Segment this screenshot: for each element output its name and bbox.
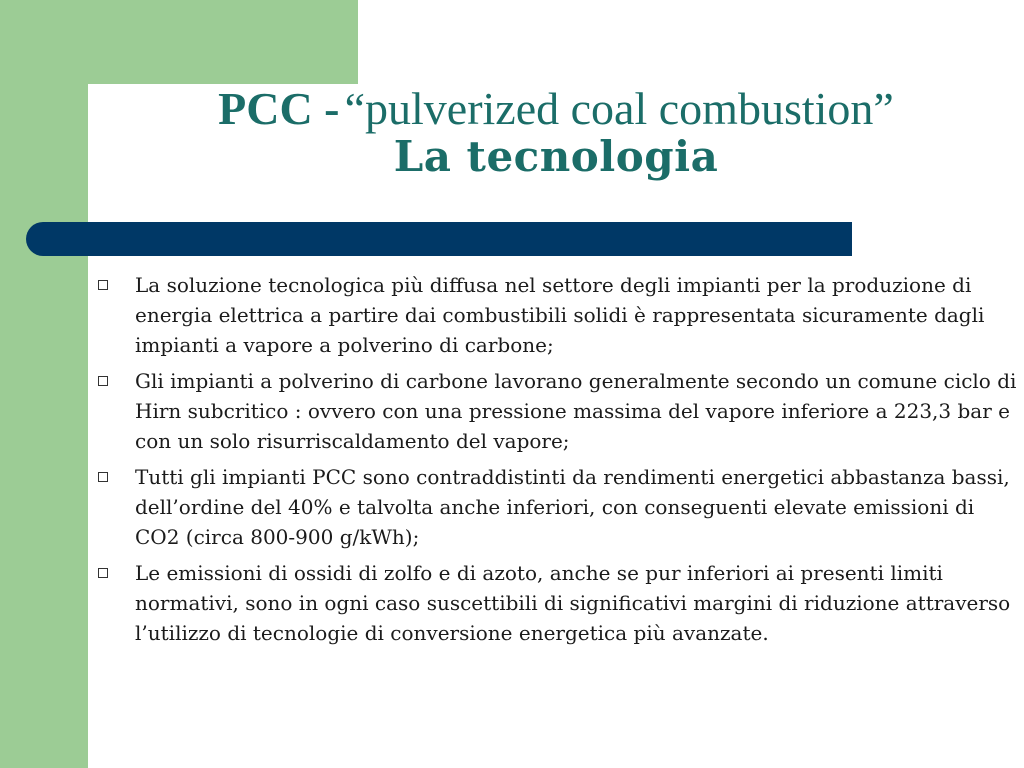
slide-body xyxy=(98,270,1018,654)
bullet-item xyxy=(98,270,1018,360)
title-line-main xyxy=(88,83,1024,134)
bullet-item xyxy=(98,462,1018,552)
title-expansion: “pulverized coal combustion” xyxy=(344,83,894,134)
green-sidebar-decoration xyxy=(0,0,88,768)
title-subtitle: La tecnologia xyxy=(393,132,719,181)
title-acronym: PCC - xyxy=(218,83,340,134)
bullet-text: Gli impianti a polverino di carbone lavorano generalmente secondo un comune ciclo di Hirn subcritico : ovvero con una pressione massima del vapore inferiore a 223,3 bar e con un solo risurriscaldamento del vapore; xyxy=(135,369,1017,453)
bullet-text: Tutti gli impianti PCC sono contraddistinti da rendimenti energetici abbastanza bassi, dell’ordine del 40% e talvolta anche inferiori, con conseguenti elevate emissioni di CO2 (circa 800-900 g/kWh); xyxy=(135,465,1010,549)
bullet-text: Le emissioni di ossidi di zolfo e di azoto, anche se pur inferiori ai presenti limiti normativi, sono in ogni caso suscettibili di significativi margini di riduzione attraverso l’utilizzo di tecnologie di conversione energetica più avanzate. xyxy=(135,561,1011,645)
bullet-item xyxy=(98,366,1018,456)
square-bullet-icon xyxy=(98,376,108,386)
slide-title xyxy=(88,83,1024,181)
square-bullet-icon xyxy=(98,280,108,290)
title-divider-bar xyxy=(26,222,852,256)
bullet-item xyxy=(98,558,1018,648)
square-bullet-icon xyxy=(98,472,108,482)
bullet-text: La soluzione tecnologica più diffusa nel settore degli impianti per la produzione di energia elettrica a partire dai combustibili solidi è rappresentata sicuramente dagli impianti a vapore a polverino di carbone; xyxy=(135,273,985,357)
green-top-decoration xyxy=(0,0,358,84)
square-bullet-icon xyxy=(98,568,108,578)
bullet-list xyxy=(98,270,1018,648)
